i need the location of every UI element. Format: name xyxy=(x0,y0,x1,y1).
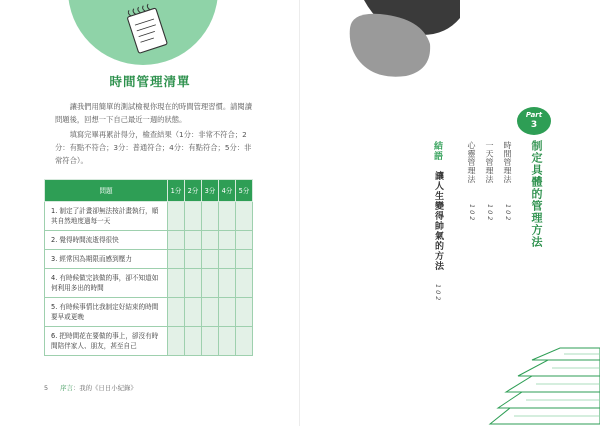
page-number: 5 xyxy=(44,384,49,392)
toc-page-number: 102 xyxy=(434,284,442,303)
score-cell[interactable] xyxy=(219,269,236,298)
toc-page-number: 102 xyxy=(468,204,476,223)
table-row xyxy=(45,327,253,356)
gray-blob-decoration xyxy=(340,0,460,80)
header-score-4: 4分 xyxy=(219,180,236,202)
score-cell[interactable] xyxy=(168,202,185,231)
part-number: 3 xyxy=(530,120,538,130)
score-cell[interactable] xyxy=(202,202,219,231)
score-cell[interactable] xyxy=(202,231,219,250)
question-cell: 2. 覺得時間流逝得很快 xyxy=(45,231,168,250)
part-badge xyxy=(517,107,551,135)
table-row xyxy=(45,250,253,269)
header-score-2: 2分 xyxy=(185,180,202,202)
score-cell[interactable] xyxy=(236,250,253,269)
checklist-title: 時間管理清單 xyxy=(109,74,191,89)
table-row xyxy=(45,269,253,298)
question-cell: 3. 經常因為期限而感到壓力 xyxy=(45,250,168,269)
score-cell[interactable] xyxy=(236,327,253,356)
score-cell[interactable] xyxy=(236,269,253,298)
toc-item-time-management[interactable]: 時間管理法 xyxy=(503,141,512,184)
score-cell[interactable] xyxy=(219,250,236,269)
score-cell[interactable] xyxy=(236,231,253,250)
score-cell[interactable] xyxy=(202,250,219,269)
question-cell: 4. 有時候做完該做的事，卻不知道如何利用多出的時間 xyxy=(45,269,168,298)
score-cell[interactable] xyxy=(185,202,202,231)
part-title: 制定具體的管理方法 xyxy=(530,140,543,248)
intro-paragraph: 讓我們用簡單的測試檢視你現在的時間管理習慣。請閱讀問題後，回想一下自己最近一週的狀態。 xyxy=(55,102,253,124)
score-cell[interactable] xyxy=(219,202,236,231)
toc-page-number: 102 xyxy=(486,204,494,223)
score-cell[interactable] xyxy=(168,327,185,356)
question-cell: 6. 把時間花在要做的事上，卻沒有時間陪伴家人、朋友，甚至自己 xyxy=(45,327,168,356)
score-cell[interactable] xyxy=(202,298,219,327)
toc-page-number: 102 xyxy=(504,204,512,223)
score-cell[interactable] xyxy=(168,231,185,250)
score-cell[interactable] xyxy=(185,250,202,269)
score-cell[interactable] xyxy=(185,327,202,356)
page-footer xyxy=(44,383,137,392)
spiral-notebook-icon xyxy=(118,2,174,58)
toc-item-mind-management[interactable]: 心靈管理法 xyxy=(467,141,476,184)
question-cell: 1. 制定了計畫卻無法按計畫執行，順其自然地度過每一天 xyxy=(45,202,168,231)
footer-section-title: ：我的《日日小紀錄》 xyxy=(72,384,137,392)
question-cell: 5. 有時候事情比我制定好結束的時間要早或更晚 xyxy=(45,298,168,327)
score-cell[interactable] xyxy=(236,202,253,231)
table-header-row xyxy=(45,180,253,202)
toc-item-conclusion[interactable]: 讓人生變得帥氣的方法 xyxy=(433,171,443,271)
part-word: Part xyxy=(525,111,543,119)
score-cell[interactable] xyxy=(236,298,253,327)
score-cell[interactable] xyxy=(168,250,185,269)
score-cell[interactable] xyxy=(219,327,236,356)
score-cell[interactable] xyxy=(168,298,185,327)
table-row xyxy=(45,298,253,327)
score-cell[interactable] xyxy=(202,269,219,298)
score-cell[interactable] xyxy=(219,298,236,327)
header-question: 問題 xyxy=(45,180,168,202)
toc-item-day-management[interactable]: 一天管理法 xyxy=(485,141,494,184)
footer-section-label: 序言 xyxy=(60,384,73,392)
header-score-3: 3分 xyxy=(202,180,219,202)
time-management-checklist-table xyxy=(44,179,253,356)
table-row xyxy=(45,202,253,231)
score-cell[interactable] xyxy=(202,327,219,356)
score-cell[interactable] xyxy=(185,231,202,250)
score-cell[interactable] xyxy=(185,298,202,327)
header-score-1: 1分 xyxy=(168,180,185,202)
conclusion-label: 結語 xyxy=(432,141,442,161)
score-cell[interactable] xyxy=(185,269,202,298)
stacked-books-illustration xyxy=(470,346,600,426)
score-cell[interactable] xyxy=(168,269,185,298)
table-row xyxy=(45,231,253,250)
score-cell[interactable] xyxy=(219,231,236,250)
scoring-paragraph: 填寫完畢再累計得分，檢查結果（1分：非常不符合；2分：有點不符合；3分：普通符合；4分：有點符合；5分：非常符合）。 xyxy=(55,130,252,165)
header-score-5: 5分 xyxy=(236,180,253,202)
